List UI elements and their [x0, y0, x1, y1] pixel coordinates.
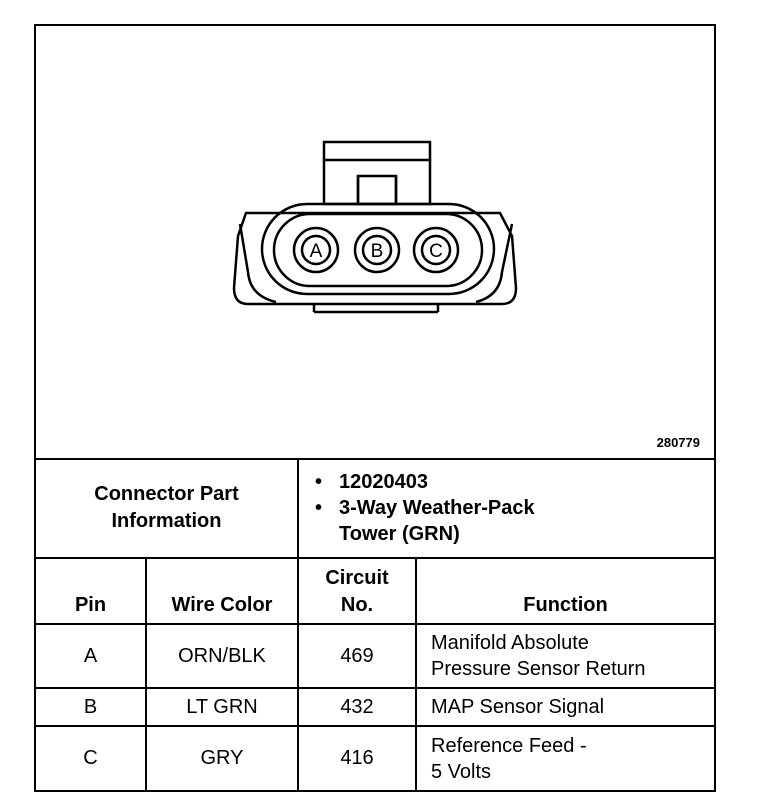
- connector-info-label: Connector Part Information: [36, 458, 298, 558]
- connector-drawing: [36, 26, 714, 458]
- connector-figure: [36, 26, 714, 460]
- cell-circuit: 469: [298, 624, 416, 688]
- cell-pin: B: [36, 688, 146, 726]
- connector-sheet: [34, 24, 716, 792]
- connector-description: • 3-Way Weather-Pack: [315, 496, 535, 519]
- cell-wire-color: ORN/BLK: [146, 624, 298, 688]
- pin-a-label: A: [309, 241, 323, 262]
- pinout-table: [36, 458, 714, 790]
- connector-part-number: • 12020403: [315, 470, 428, 493]
- table-row: [36, 688, 714, 726]
- cell-function: Manifold Absolute Pressure Sensor Return: [416, 624, 714, 688]
- table-row: [36, 624, 714, 688]
- pin-c-label: C: [429, 241, 443, 262]
- header-wire-color: Wire Color: [146, 558, 298, 624]
- header-function: Function: [416, 558, 714, 624]
- connector-description-cont: Tower (GRN): [339, 522, 460, 545]
- figure-id: 280779: [656, 435, 700, 450]
- cell-circuit: 416: [298, 726, 416, 790]
- connector-info-list: [298, 458, 714, 558]
- header-circuit: Circuit No.: [298, 558, 416, 624]
- cell-function: Reference Feed - 5 Volts: [416, 726, 714, 790]
- table-row: [36, 726, 714, 790]
- cell-pin: A: [36, 624, 146, 688]
- cell-pin: C: [36, 726, 146, 790]
- header-pin: Pin: [36, 558, 146, 624]
- cell-wire-color: GRY: [146, 726, 298, 790]
- cell-function: MAP Sensor Signal: [416, 688, 714, 726]
- cell-circuit: 432: [298, 688, 416, 726]
- pin-b-label: B: [370, 241, 384, 262]
- connector-info-row: [36, 458, 714, 558]
- table-header-row: [36, 558, 714, 624]
- cell-wire-color: LT GRN: [146, 688, 298, 726]
